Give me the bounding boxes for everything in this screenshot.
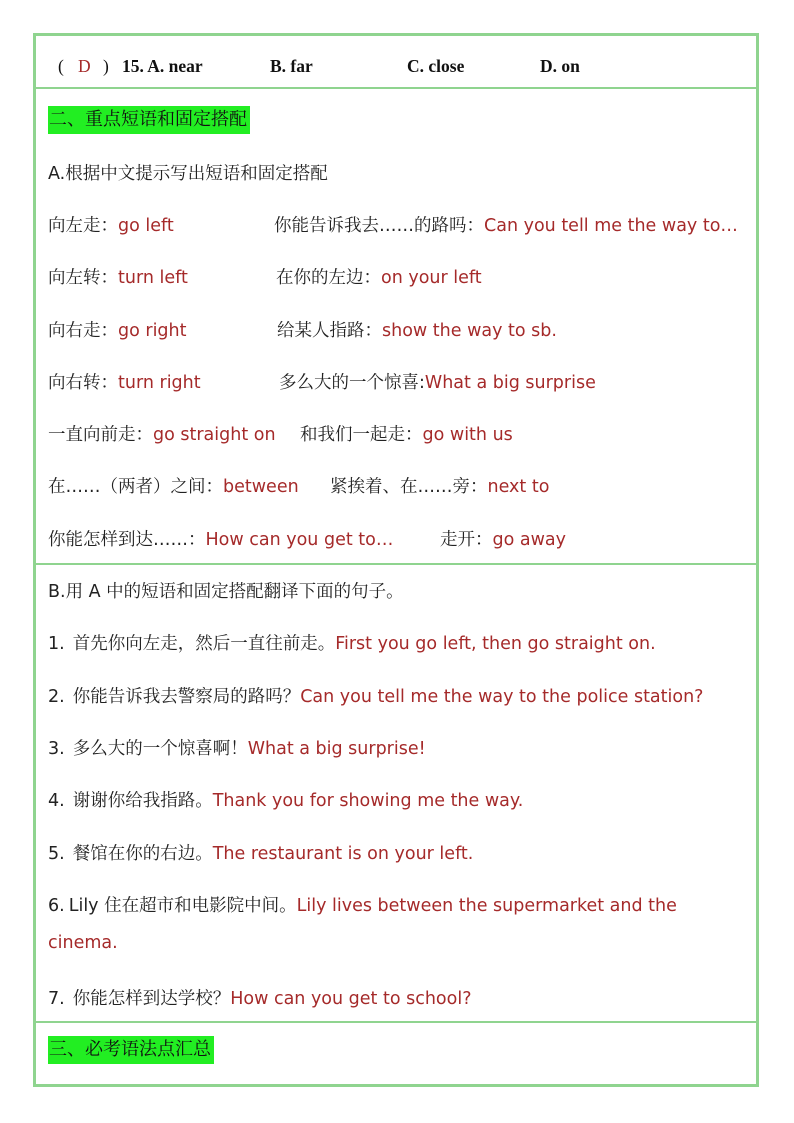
phrase-en: go straight on [153,425,276,445]
phrase-cn: 在你的左边： [276,268,381,288]
phrase-en: go with us [422,425,513,445]
phrase-row-left [48,421,276,446]
sentence-en: What a big surprise! [247,739,426,759]
phrase-row-left [48,526,393,551]
phrase-row-left [48,264,188,289]
phrase-en: go left [118,216,174,236]
divider [33,87,759,89]
phrase-cn: 在……（两者）之间： [48,477,223,497]
phrase-row-right [274,212,738,237]
worksheet-frame [33,33,759,1087]
paren-close: ) [103,56,109,76]
item-number: 1. [48,634,65,654]
section-heading-3: 三、必考语法点汇总 [48,1036,214,1064]
phrase-cn: 你能怎样到达……： [48,530,206,550]
sentence-cn: 谢谢你给我指路。 [72,791,213,811]
phrase-cn: 走开： [440,530,493,550]
divider [33,1021,759,1023]
answer-letter: D [78,56,91,76]
translation-item [48,787,523,812]
item-number: 3. [48,739,65,759]
option-d: D. on [540,56,580,76]
phrase-en: on your left [381,268,482,288]
translation-item [48,840,473,865]
phrase-en: Can you tell me the way to… [484,216,738,236]
phrase-en: show the way to sb. [382,321,557,341]
phrase-cn: 一直向前走： [48,425,153,445]
translation-item [48,892,677,917]
phrase-cn: 多么大的一个惊喜: [279,373,425,393]
phrase-cn: 紧挨着、在……旁： [330,477,488,497]
phrase-en: go right [118,321,187,341]
translation-item [48,985,472,1010]
sentence-en: Lily lives between the supermarket and the [296,896,677,916]
item-number: 4. [48,791,65,811]
phrase-row-right [279,369,596,394]
phrase-row-left [48,369,201,394]
phrase-row-right [300,421,513,446]
phrase-cn: 向左转： [48,268,118,288]
sentence-en: Can you tell me the way to the police station? [300,687,704,707]
sentence-en: First you go left, then go straight on. [335,634,656,654]
phrase-row-left [48,212,174,237]
sentence-en: The restaurant is on your left. [212,844,474,864]
sentence-cn: 餐馆在你的右边。 [72,844,213,864]
item-number: 5. [48,844,65,864]
item-number: 2. [48,687,65,707]
phrase-row-right [276,264,482,289]
paren-open: ( [58,56,64,76]
translation-item [48,735,426,760]
section-heading-2: 二、重点短语和固定搭配 [48,106,250,134]
phrase-row-right [330,473,549,498]
sentence-en: How can you get to school? [230,989,472,1009]
sentence-cn: 首先你向左走，然后一直往前走。 [72,634,336,654]
item-number: 6. [48,896,65,916]
divider [33,563,759,565]
phrase-cn: 向右转： [48,373,118,393]
item-number: 7. [48,989,65,1009]
sentence-en: Thank you for showing me the way. [212,791,524,811]
phrase-en: How can you get to… [205,530,394,550]
phrase-cn: 你能告诉我去……的路吗： [274,216,484,236]
sentence-en-continued: cinema. [48,933,118,953]
phrase-cn: 向右走： [48,321,118,341]
phrase-en: go away [492,530,566,550]
translation-item [48,683,703,708]
option-c: C. close [407,56,465,76]
sentence-cn: Lily 住在超市和电影院中间。 [68,896,297,916]
phrase-en: between [223,477,299,497]
phrase-row-left [48,473,299,498]
phrase-en: turn right [118,373,201,393]
translation-item [48,630,656,655]
phrase-en: next to [487,477,550,497]
part-b-title: B.用 A 中的短语和固定搭配翻译下面的句子。 [48,582,404,602]
option-a: 15. A. near [122,56,203,76]
sentence-cn: 你能告诉我去警察局的路吗？ [72,687,301,707]
phrase-cn: 给某人指路： [277,321,382,341]
phrase-en: What a big surprise [424,373,596,393]
phrase-row-right [440,526,566,551]
phrase-row-right [277,317,557,342]
sentence-cn: 你能怎样到达学校？ [72,989,231,1009]
phrase-en: turn left [118,268,188,288]
phrase-cn: 向左走： [48,216,118,236]
phrase-row-left [48,317,187,342]
phrase-cn: 和我们一起走： [300,425,423,445]
part-a-title: A.根据中文提示写出短语和固定搭配 [48,164,328,184]
sentence-cn: 多么大的一个惊喜啊！ [72,739,248,759]
option-b: B. far [270,56,313,76]
